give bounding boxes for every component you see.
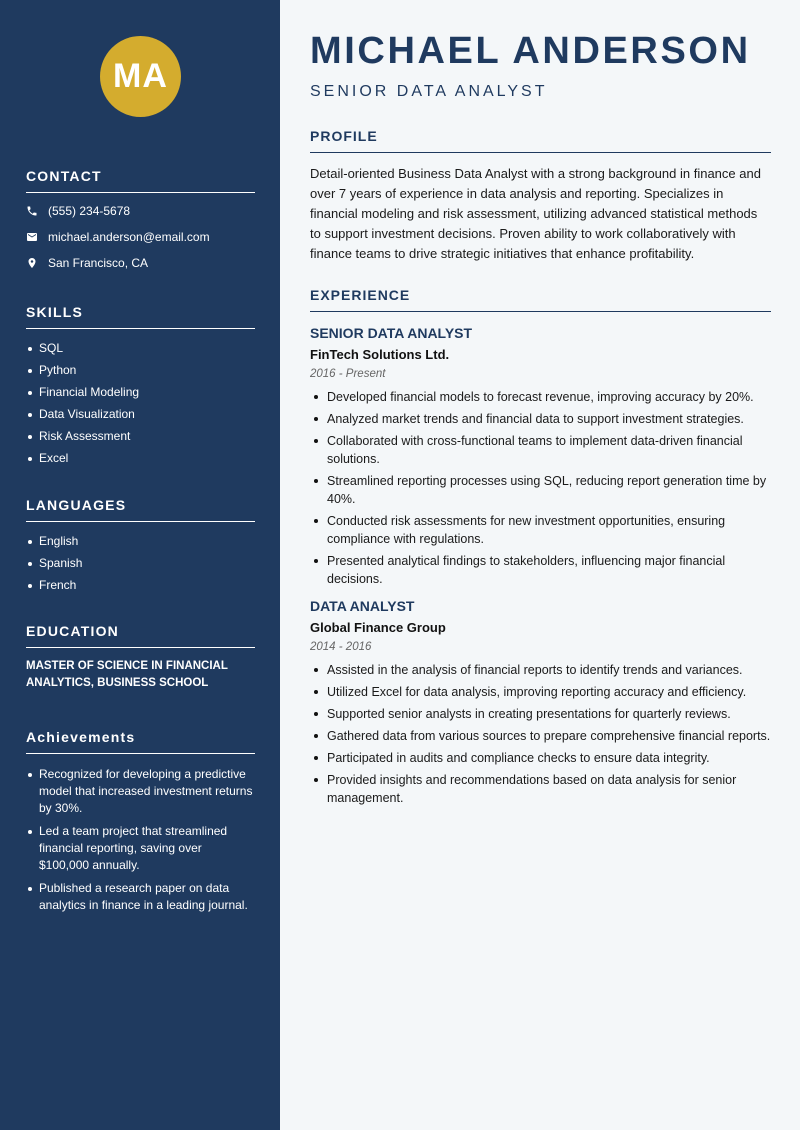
job-bullets xyxy=(310,661,771,807)
candidate-name: MICHAEL ANDERSON xyxy=(310,30,751,72)
languages-heading: LANGUAGES xyxy=(26,497,255,522)
phone-text: (555) 234-5678 xyxy=(48,203,131,218)
job-entry xyxy=(310,325,771,588)
profile-text: Detail-oriented Business Data Analyst with a strong background in finance and over 7 years of experience in data analysis and reporting. Specializes in financial modeling and risk assessment, utilizing advanced statistical methods to support investment decisions. Proven ability to work collaboratively with finance teams to drive strategic initiatives that enhance profitability. xyxy=(310,166,761,261)
skill-item: Risk Assessment xyxy=(26,429,255,444)
skill-item: Excel xyxy=(26,451,255,466)
skill-item: SQL xyxy=(26,341,255,356)
contact-phone xyxy=(26,202,255,219)
experience-heading: EXPERIENCE xyxy=(310,287,771,312)
languages-list xyxy=(26,534,255,593)
candidate-title: SENIOR DATA ANALYST xyxy=(310,83,548,100)
profile-section xyxy=(310,128,771,264)
achievements-heading: Achievements xyxy=(26,729,255,754)
phone-icon xyxy=(26,205,38,217)
skills-heading: SKILLS xyxy=(26,304,255,329)
job-bullet: Participated in audits and compliance checks to ensure data integrity. xyxy=(310,749,771,767)
education-heading: EDUCATION xyxy=(26,623,255,648)
job-bullet: Utilized Excel for data analysis, improving reporting accuracy and efficiency. xyxy=(310,683,771,701)
education-section xyxy=(26,623,255,692)
language-item: French xyxy=(26,578,255,593)
skill-item: Data Visualization xyxy=(26,407,255,422)
contact-email xyxy=(26,228,255,245)
skills-section xyxy=(26,304,255,473)
contact-location xyxy=(26,254,255,271)
mail-icon xyxy=(26,231,38,243)
experience-section xyxy=(310,287,771,811)
contact-section xyxy=(26,168,255,271)
job-dates: 2016 - Present xyxy=(310,368,386,380)
job-bullet: Supported senior analysts in creating presentations for quarterly reviews. xyxy=(310,705,771,723)
sidebar xyxy=(0,0,280,1130)
job-dates: 2014 - 2016 xyxy=(310,641,372,653)
job-company: FinTech Solutions Ltd. xyxy=(310,347,450,362)
job-title: DATA ANALYST xyxy=(310,598,415,614)
job-bullet: Developed financial models to forecast revenue, improving accuracy by 20%. xyxy=(310,388,771,406)
achievement-item: Recognized for developing a predictive model that increased investment returns by 30%. xyxy=(26,766,255,817)
location-text: San Francisco, CA xyxy=(48,255,149,270)
language-item: Spanish xyxy=(26,556,255,571)
job-bullet: Analyzed market trends and financial data to support investment strategies. xyxy=(310,410,771,428)
job-company: Global Finance Group xyxy=(310,620,446,635)
avatar: MA xyxy=(100,36,181,117)
languages-section xyxy=(26,497,255,600)
contact-heading: CONTACT xyxy=(26,168,255,193)
profile-heading: PROFILE xyxy=(310,128,771,153)
achievement-item: Led a team project that streamlined financial reporting, saving over $100,000 annually. xyxy=(26,823,255,874)
achievements-list xyxy=(26,766,255,914)
job-bullets xyxy=(310,388,771,588)
job-bullet: Gathered data from various sources to prepare comprehensive financial reports. xyxy=(310,727,771,745)
language-item: English xyxy=(26,534,255,549)
job-bullet: Assisted in the analysis of financial reports to identify trends and variances. xyxy=(310,661,771,679)
job-bullet: Conducted risk assessments for new investment opportunities, ensuring compliance with regulations. xyxy=(310,512,771,548)
skill-item: Python xyxy=(26,363,255,378)
job-bullet: Streamlined reporting processes using SQL, reducing report generation time by 40%. xyxy=(310,472,771,508)
email-text: michael.anderson@email.com xyxy=(48,229,210,244)
job-bullet: Presented analytical findings to stakeholders, influencing major financial decisions. xyxy=(310,552,771,588)
skills-list xyxy=(26,341,255,466)
achievements-section xyxy=(26,729,255,920)
education-degree: MASTER OF SCIENCE IN FINANCIAL ANALYTICS, BUSINESS SCHOOL xyxy=(26,660,228,689)
achievement-item: Published a research paper on data analytics in finance in a leading journal. xyxy=(26,880,255,914)
job-title: SENIOR DATA ANALYST xyxy=(310,325,473,341)
location-pin-icon xyxy=(26,257,38,269)
job-entry xyxy=(310,598,771,807)
skill-item: Financial Modeling xyxy=(26,385,255,400)
job-bullet: Collaborated with cross-functional teams to implement data-driven financial solutions. xyxy=(310,432,771,468)
job-bullet: Provided insights and recommendations based on data analysis for senior management. xyxy=(310,771,771,807)
